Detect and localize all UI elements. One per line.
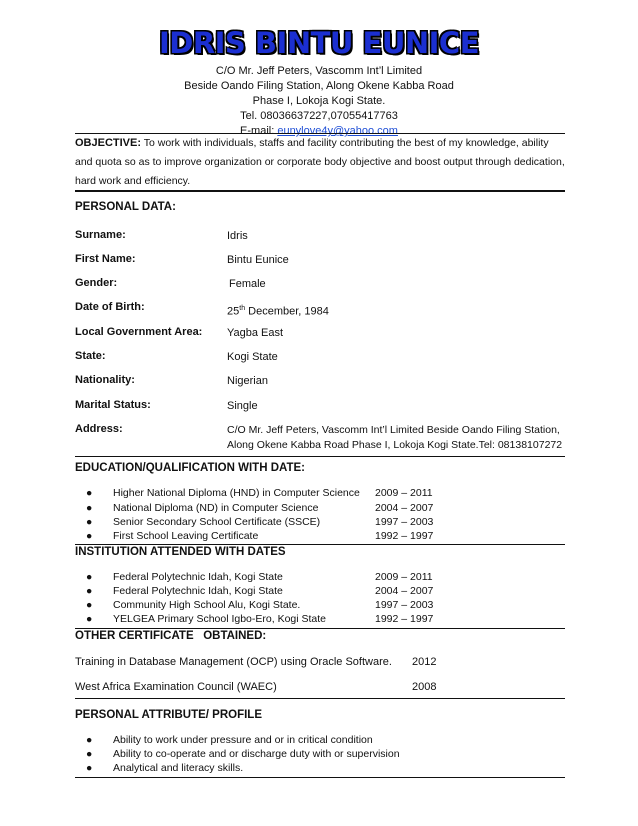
first-name-value: Bintu Eunice [227, 254, 289, 266]
personal-data-heading: PERSONAL DATA: [75, 201, 176, 213]
certificate-item [75, 681, 437, 693]
education-item-text: First School Leaving Certificate [113, 530, 259, 542]
institution-item-years: 1992 – 1997 [375, 613, 434, 625]
surname-value: Idris [227, 230, 248, 242]
education-heading: EDUCATION/QUALIFICATION WITH DATE: [75, 462, 305, 474]
objective-section [75, 134, 565, 191]
lga-label: Local Government Area: [75, 326, 203, 338]
marital-label: Marital Status: [75, 399, 151, 411]
institution-item-text: Community High School Alu, Kogi State. [113, 599, 301, 611]
dob-suffix: th [239, 305, 246, 312]
email-label: E-mail: [240, 125, 278, 137]
dob-value [227, 301, 567, 320]
bullet-icon: ● [86, 613, 93, 625]
divider [75, 456, 565, 457]
institution-item-years: 1997 – 2003 [375, 599, 434, 611]
gender-value: Female [229, 278, 266, 290]
first-name-label: First Name: [75, 253, 136, 265]
gender-label: Gender: [75, 277, 118, 289]
address-value [227, 423, 567, 453]
divider [75, 190, 565, 192]
address-line: C/O Mr. Jeff Peters, Vascomm Int’l Limited [215, 65, 423, 77]
certificate-item-text: West Africa Examination Council (WAEC) [75, 681, 277, 693]
bullet-icon: ● [86, 585, 93, 597]
education-item-text: Higher National Diploma (HND) in Computer Science [113, 487, 360, 499]
address-value-line: Along Okene Kabba Road Phase I, Lokoja Kogi State.Tel: 08138107272 [227, 439, 563, 451]
address-label: Address: [75, 423, 123, 435]
address-line: Beside Oando Filing Station, Along Okene Kabba Road [184, 80, 454, 92]
education-item-text: Senior Secondary School Certificate (SSCE) [113, 516, 321, 528]
dob-rest: December, 1984 [245, 305, 329, 318]
contact-block [0, 64, 638, 139]
bullet-icon: ● [86, 516, 93, 528]
institution-item-text: Federal Polytechnic Idah, Kogi State [113, 585, 283, 597]
bullet-icon: ● [86, 734, 93, 746]
bullet-icon: ● [86, 762, 93, 774]
institution-item-text: YELGEA Primary School Igbo-Ero, Kogi State [113, 613, 327, 625]
surname-label: Surname: [75, 229, 126, 241]
certificate-item-year: 2012 [412, 656, 437, 668]
nationality-value: Nigerian [227, 375, 268, 387]
objective-label: OBJECTIVE: [75, 137, 142, 149]
bullet-icon: ● [86, 502, 93, 514]
education-item-years: 1997 – 2003 [375, 516, 434, 528]
education-item-text: National Diploma (ND) in Computer Science [113, 502, 319, 514]
state-label: State: [75, 350, 106, 362]
bullet-icon: ● [86, 530, 93, 542]
nationality-label: Nationality: [75, 374, 135, 386]
attribute-item-text: Ability to work under pressure and or in critical condition [113, 734, 373, 746]
divider [75, 628, 565, 629]
institutions-heading: INSTITUTION ATTENDED WITH DATES [75, 546, 286, 558]
divider [75, 544, 565, 545]
lga-value: Yagba East [227, 327, 284, 339]
certificate-item [75, 656, 437, 668]
institution-item-text: Federal Polytechnic Idah, Kogi State [113, 571, 283, 583]
state-value: Kogi State [227, 351, 278, 363]
dob-label: Date of Birth: [75, 301, 145, 313]
objective-text: To work with individuals, staffs and facility contributing the best of my knowledge, ability and quota so as to improve organization or corporate body objective and boost output through dedication, hard work and efficiency. [75, 137, 565, 187]
bullet-icon: ● [86, 571, 93, 583]
certificate-item-text: Training in Database Management (OCP) using Oracle Software. [75, 656, 392, 668]
education-item-years: 2009 – 2011 [375, 487, 433, 499]
phone-line: Tel. 08036637227,07055417763 [240, 110, 398, 122]
address-value-line: C/O Mr. Jeff Peters, Vascomm Int’l Limited Beside Oando Filing Station, [227, 424, 560, 436]
certificates-heading: OTHER CERTIFICATE OBTAINED: [75, 630, 267, 642]
attribute-item-text: Analytical and literacy skills. [113, 762, 244, 774]
education-item-years: 2004 – 2007 [375, 502, 434, 514]
institution-item-years: 2004 – 2007 [375, 585, 434, 597]
email-link[interactable]: eunylove4y@yahoo.com [277, 125, 398, 137]
candidate-name [0, 26, 638, 60]
address-line: Phase I, Lokoja Kogi State. [252, 95, 386, 107]
bullet-icon: ● [86, 748, 93, 760]
attributes-heading: PERSONAL ATTRIBUTE/ PROFILE [75, 709, 262, 721]
candidate-name-text: IDRIS BINTU EUNICE [158, 26, 480, 60]
dob-day: 25 [227, 305, 240, 318]
bullet-icon: ● [86, 599, 93, 611]
marital-value: Single [227, 400, 258, 412]
divider [75, 698, 565, 699]
education-item-years: 1992 – 1997 [375, 530, 434, 542]
divider [75, 777, 565, 778]
attribute-item-text: Ability to co-operate and or discharge duty with or supervision [113, 748, 400, 760]
bullet-icon: ● [86, 487, 93, 499]
certificate-item-year: 2008 [412, 681, 437, 693]
institution-item-years: 2009 – 2011 [375, 571, 433, 583]
